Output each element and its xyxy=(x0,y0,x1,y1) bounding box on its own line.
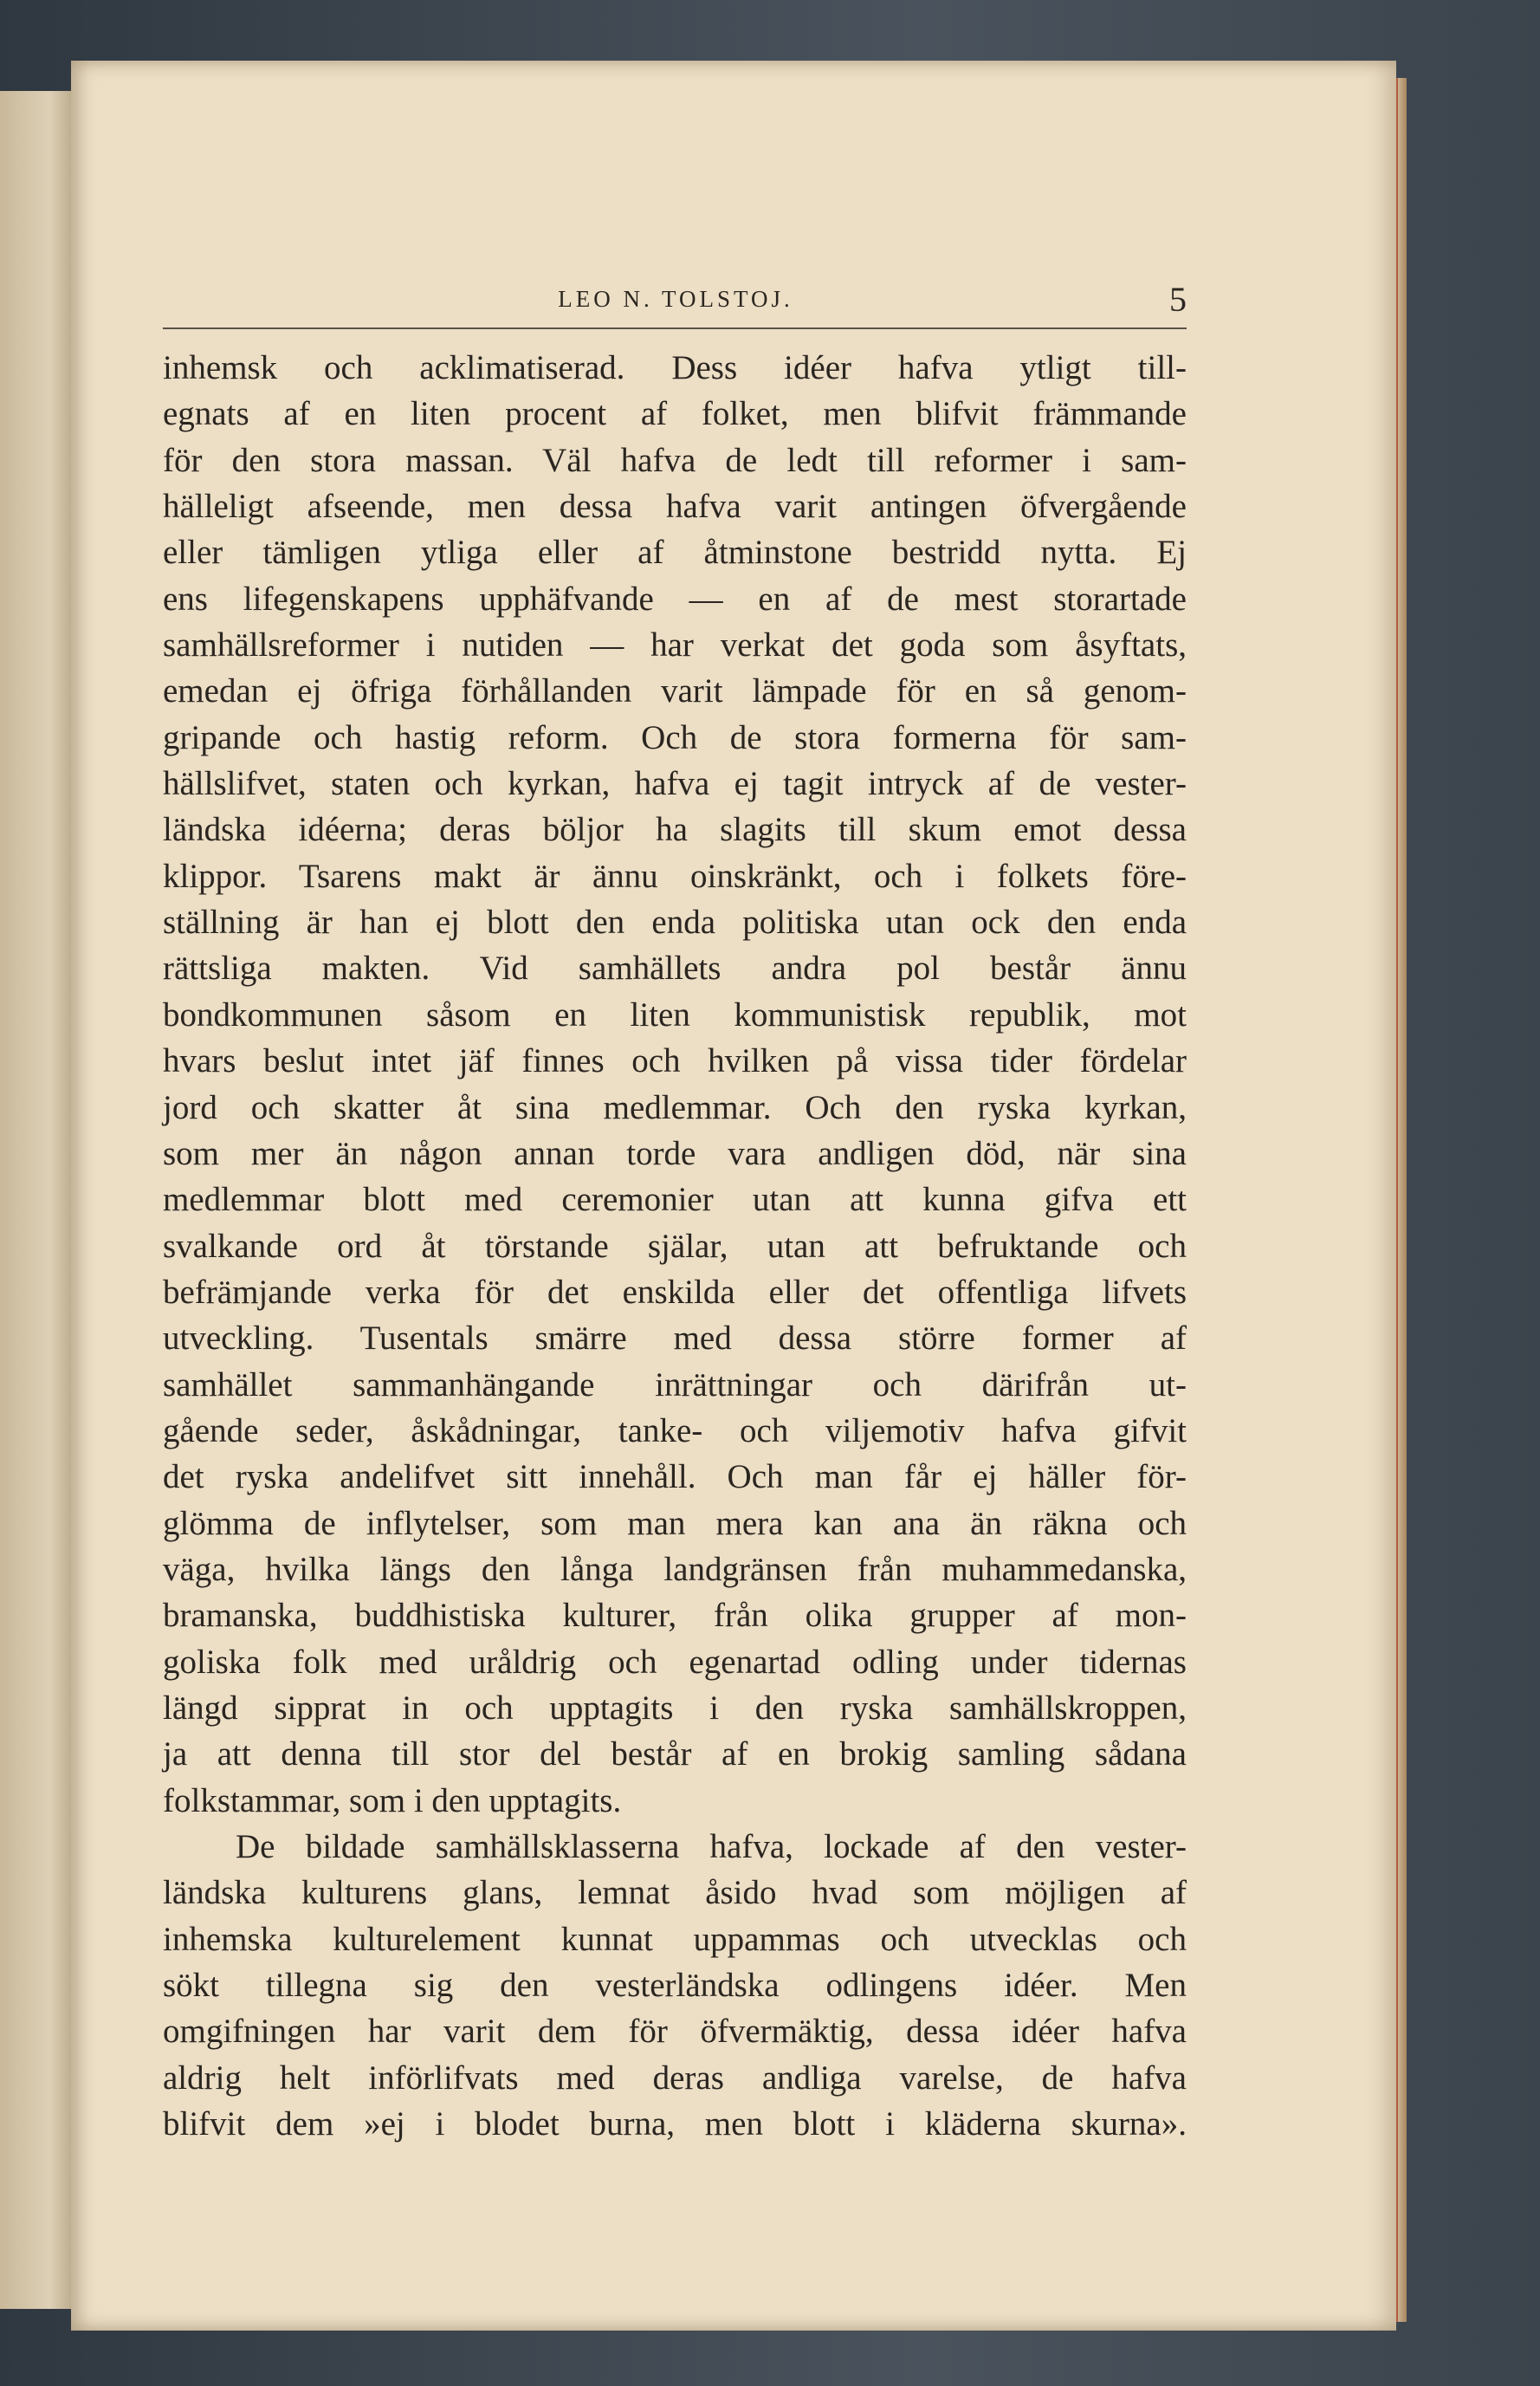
text-line: väga, hvilka längs den långa landgränsen från muhammedanska, xyxy=(163,1550,1187,1588)
text-line: medlemmar blott med ceremonier utan att kunna gifva ett xyxy=(163,1181,1187,1219)
text-line: ja att denna till stor del består af en brokig samling sådana xyxy=(163,1735,1187,1773)
page-fore-edge xyxy=(1396,78,1407,2322)
text-line: rättsliga makten. Vid samhällets andra pol består ännu xyxy=(163,950,1187,988)
text-line: för den stora massan. Väl hafva de ledt till reformer i sam- xyxy=(163,441,1187,479)
text-line: utveckling. Tusentals smärre med dessa större former af xyxy=(163,1319,1187,1358)
text-line: gående seder, åskådningar, tanke- och viljemotiv hafva gifvit xyxy=(163,1411,1187,1449)
text-line: sökt tillegna sig den vesterländska odlingens idéer. Men xyxy=(163,1967,1187,2005)
text-line: svalkande ord åt törstande själar, utan att befruktande och xyxy=(163,1227,1187,1265)
text-line: inhemsk och acklimatiserad. Dess idéer hafva ytligt till- xyxy=(163,349,1187,386)
page-number: 5 xyxy=(1169,280,1187,319)
paragraph-end-line: folkstammar, som i den upptagits. xyxy=(163,1781,622,1819)
text-line: blifvit dem »ej i blodet burna, men blott i kläderna skurna». xyxy=(163,2105,1187,2143)
facing-page-edge xyxy=(0,91,74,2309)
text-line: gripande och hastig reform. Och de stora formerna för sam- xyxy=(163,718,1187,756)
text-line: aldrig helt införlifvats med deras andliga varelse, de hafva xyxy=(163,2059,1187,2097)
text-line: samhällsreformer i nutiden — har verkat det goda som åsyftats, xyxy=(163,626,1187,665)
text-line: som mer än någon annan torde vara andligen död, när sina xyxy=(163,1134,1187,1172)
body-text xyxy=(163,345,1187,2147)
text-line: hvars beslut intet jäf finnes och hvilken på vissa tider fördelar xyxy=(163,1042,1187,1080)
text-line: längd sipprat in och upptagits i den ryska samhällskroppen, xyxy=(163,1689,1187,1727)
text-line: ens lifegenskapens upphäfvande — en af de mest storartade xyxy=(163,580,1187,618)
text-line: hälleligt afseende, men dessa hafva varit antingen öfvergående xyxy=(163,488,1187,526)
text-line: ländska kulturens glans, lemnat åsido hvad som möjligen af xyxy=(163,1874,1187,1912)
text-line: goliska folk med uråldrig och egenartad odling under tidernas xyxy=(163,1643,1187,1681)
text-line: bramanska, buddhistiska kulturer, från olika grupper af mon- xyxy=(163,1597,1187,1635)
running-head-title: LEO N. TOLSTOJ. xyxy=(558,286,793,312)
text-line: det ryska andelifvet sitt innehåll. Och man får ej häller för- xyxy=(163,1458,1187,1496)
text-line: inhemska kulturelement kunnat uppammas och utvecklas och xyxy=(163,1920,1187,1958)
running-head xyxy=(165,280,1187,338)
text-line: jord och skatter åt sina medlemmar. Och den ryska kyrkan, xyxy=(163,1088,1187,1126)
text-line: ländska idéerna; deras böljor ha slagits till skum emot dessa xyxy=(163,811,1187,849)
text-line: samhället sammanhängande inrättningar och därifrån ut- xyxy=(163,1365,1187,1404)
text-line: egnats af en liten procent af folket, men blifvit främmande xyxy=(163,395,1187,433)
text-line: omgifningen har varit dem för öfvermäktig, dessa idéer hafva xyxy=(163,2013,1187,2051)
header-rule xyxy=(163,327,1187,329)
text-line: emedan ej öfriga förhållanden varit lämpade för en så genom- xyxy=(163,672,1187,710)
text-line: klippor. Tsarens makt är ännu oinskränkt, och i folkets före- xyxy=(163,857,1187,895)
paragraph-start-line: De bildade samhällsklasserna hafva, lockade af den vester- xyxy=(236,1828,1187,1865)
text-line: glömma de inflytelser, som man mera kan ana än räkna och xyxy=(163,1504,1187,1542)
text-line: bondkommunen såsom en liten kommunistisk republik, mot xyxy=(163,995,1187,1034)
text-line: eller tämligen ytliga eller af åtminstone bestridd nytta. Ej xyxy=(163,534,1187,572)
text-line: hällslifvet, staten och kyrkan, hafva ej tagit intryck af de vester- xyxy=(163,765,1187,803)
text-line: befrämjande verka för det enskilda eller det offentliga lifvets xyxy=(163,1273,1187,1311)
text-line: ställning är han ej blott den enda politiska utan ock den enda xyxy=(163,904,1187,942)
